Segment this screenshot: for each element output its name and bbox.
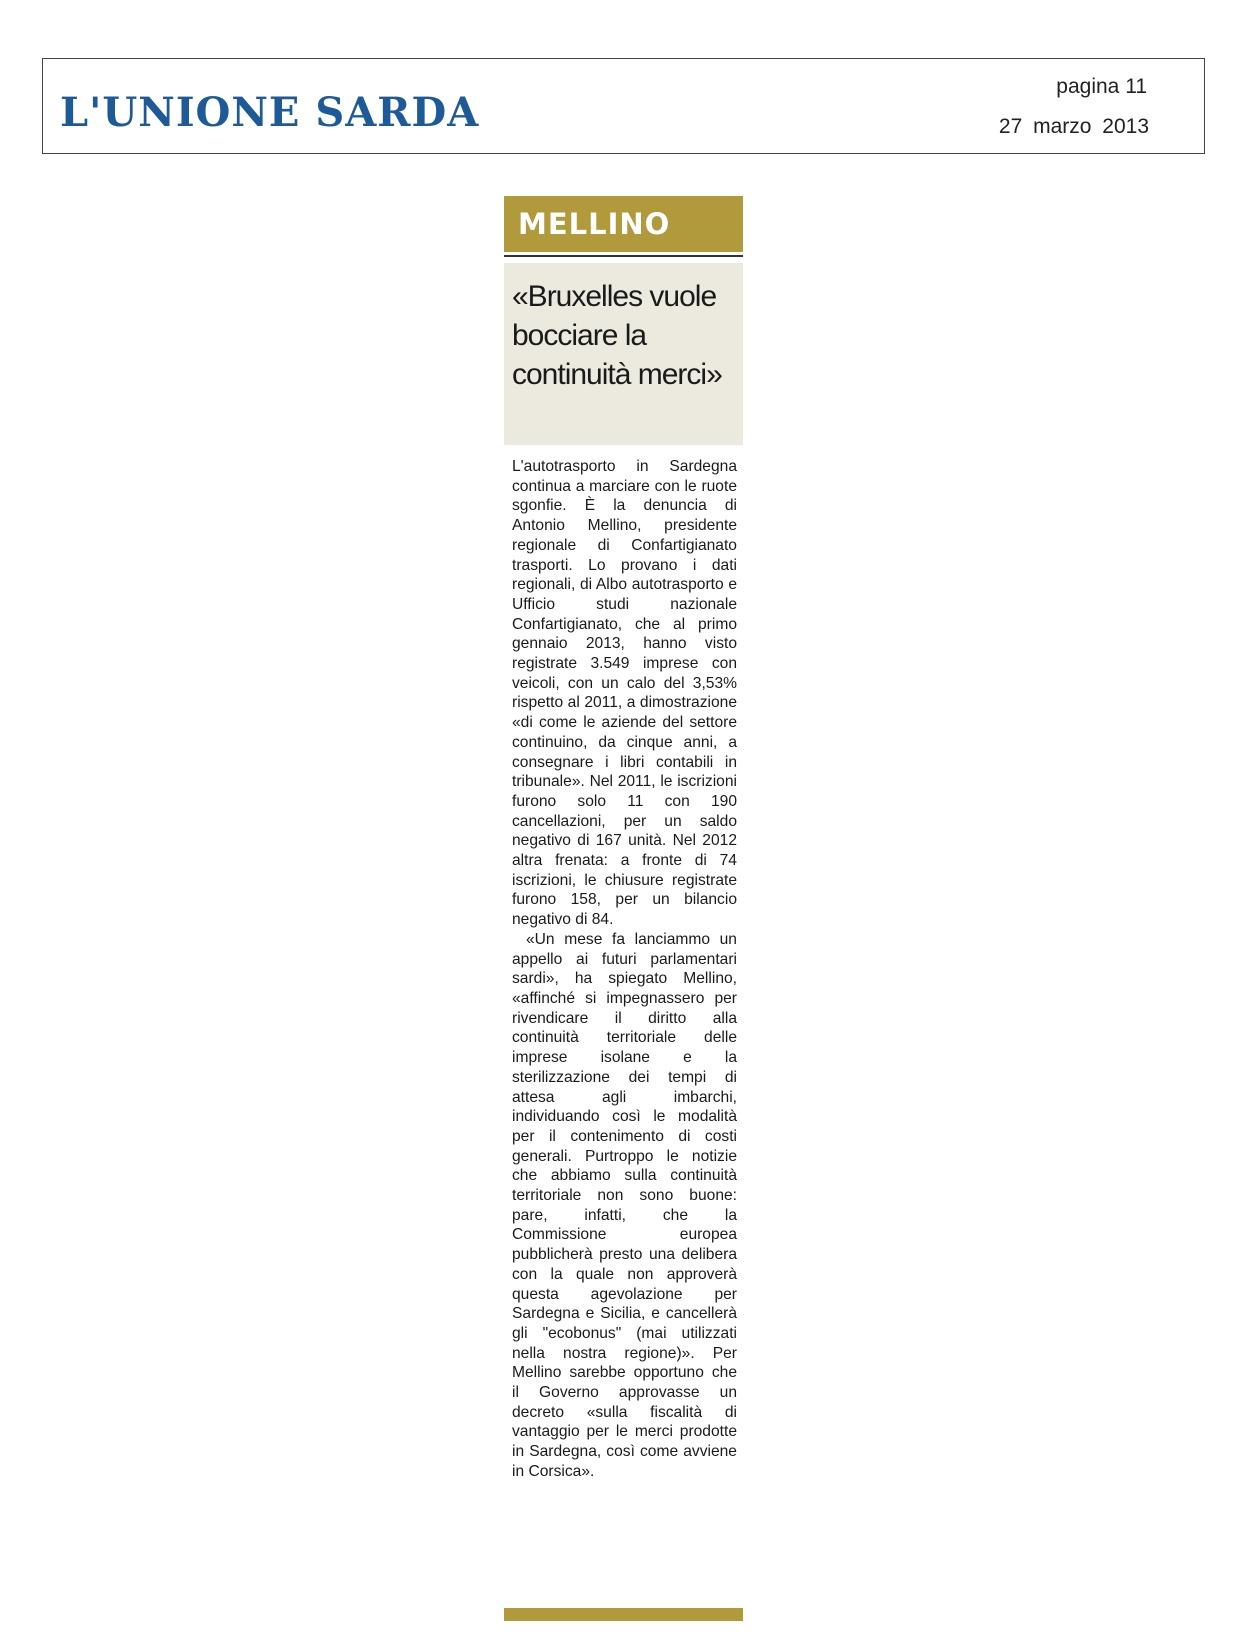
page-number: pagina 11 xyxy=(1056,75,1147,98)
masthead xyxy=(42,58,1205,154)
article-body xyxy=(504,457,743,1482)
article xyxy=(504,196,743,1482)
kicker-divider xyxy=(504,255,743,257)
newspaper-logo: L'UNIONE SARDA xyxy=(60,89,480,136)
article-end-bar xyxy=(504,1608,743,1621)
article-headline: «Bruxelles vuole bocciare la continuità merci» xyxy=(512,280,722,391)
article-paragraph: L'autotrasporto in Sardegna continua a marciare con le ruote sgonfie. È la denuncia di Antonio Mellino, presidente regionale di Confartigianato trasporti. Lo provano i dati regionali, di Albo autotrasporto e Ufficio studi nazionale Confartigianato, che al primo gennaio 2013, hanno visto registrate 3.549 imprese con veicoli, con un calo del 3,53% rispetto al 2011, a dimostrazione «di come le aziende del settore continuino, da cinque anni, a consegnare i libri contabili in tribunale». Nel 2011, le iscrizioni furono solo 11 con 190 cancellazioni, per un saldo negativo di 167 unità. Nel 2012 altra frenata: a fronte di 74 iscrizioni, le chiusure registrate furono 158, per un bilancio negativo di 84. xyxy=(512,458,737,929)
article-paragraph: «Un mese fa lanciammo un appello ai futuri parlamentari sardi», ha spiegato Mellino, «affinché si impegnassero per rivendicare il diritto alla continuità territoriale delle imprese isolane e la sterilizzazione dei tempi di attesa agli imbarchi, individuando così le modalità per il contenimento di costi generali. Purtroppo le notizie che abbiamo sulla continuità territoriale non sono buone: pare, infatti, che la Commissione europea pubblicherà presto una delibera con la quale non approverà questa agevolazione per Sardegna e Sicilia, e cancellerà gli "ecobonus" (mai utilizzati nella nostra regione)». Per Mellino sarebbe opportuno che il Governo approvasse un decreto «sulla fiscalità di vantaggio per le merci prodotte in Sardegna, così come avviene in Corsica». xyxy=(512,930,737,1480)
article-kicker: MELLINO xyxy=(504,196,743,252)
headline-box xyxy=(504,263,743,445)
issue-date: 27 marzo 2013 xyxy=(998,115,1149,138)
